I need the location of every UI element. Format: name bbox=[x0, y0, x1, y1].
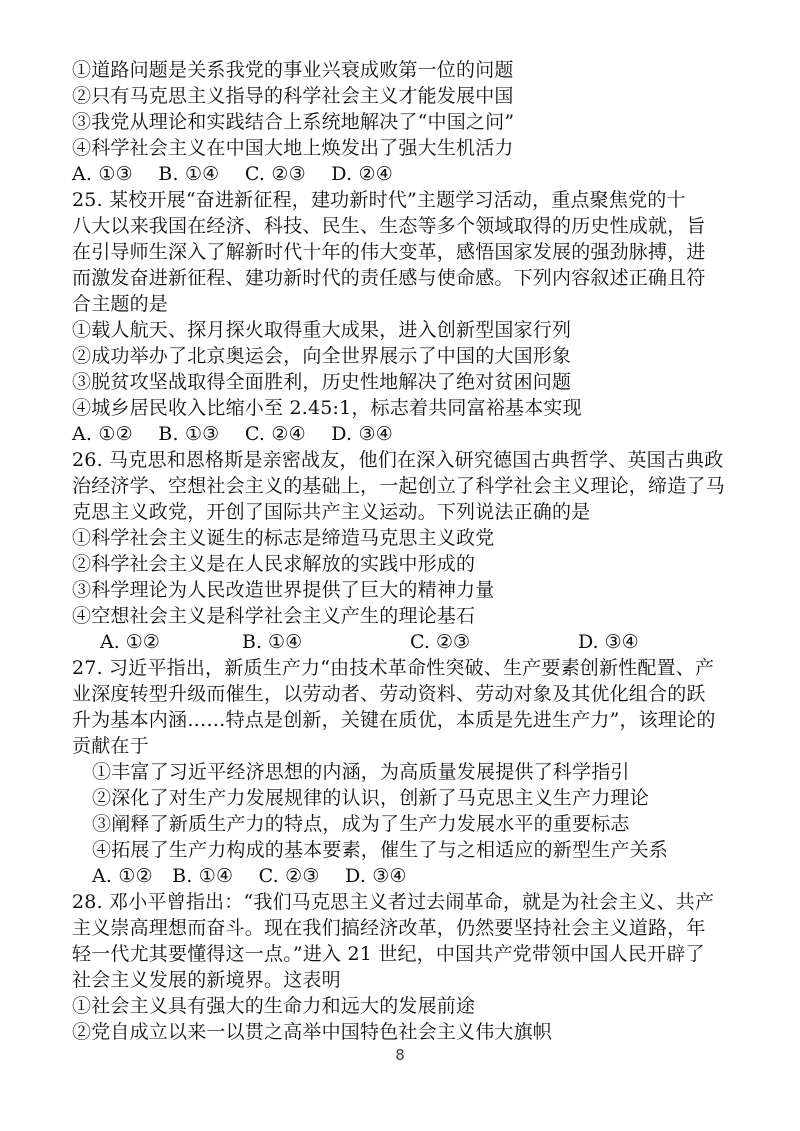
q27-option-2: ②深化了对生产力发展规律的认识，创新了马克思主义生产力理论 bbox=[92, 787, 649, 809]
q28-option-2: ②党自成立以来一以贯之高举中国特色社会主义伟大旗帜 bbox=[72, 1021, 553, 1043]
q24-answer-choices: A. ①③ B. ①④ C. ②③ D. ②④ bbox=[72, 163, 394, 185]
q24-option-4: ④科学社会主义在中国大地上焕发出了强大生机活力 bbox=[72, 137, 514, 159]
q25-stem-line-1: 25. 某校开展“奋进新征程，建功新时代”主题学习活动，重点聚焦党的十 bbox=[72, 189, 686, 211]
q24-option-3: ③我党从理论和实践结合上系统地解决了“中国之问” bbox=[72, 111, 515, 133]
q25-stem-line-4: 而激发奋进新征程、建功新时代的责任感与使命感。下列内容叙述正确且符 bbox=[72, 267, 706, 289]
q27-answer-choices: A. ①② B. ①④ C. ②③ D. ③④ bbox=[92, 865, 407, 887]
q27-option-1: ①丰富了习近平经济思想的内涵，为高质量发展提供了科学指引 bbox=[92, 761, 630, 783]
q26-option-3: ③科学理论为人民改造世界提供了巨大的精神力量 bbox=[72, 579, 495, 601]
q25-stem-line-3: 在引导师生深入了解新时代十年的伟大变革，感悟国家发展的强劲脉搏，进 bbox=[72, 241, 706, 263]
q28-stem-line-2: 主义崇高理想而奋斗。现在我们搞经济改革，仍然要坚持社会主义道路，年 bbox=[72, 917, 706, 939]
q25-option-4: ④城乡居民收入比缩小至 2.45:1，标志着共同富裕基本实现 bbox=[72, 397, 582, 419]
q27-stem-line-1: 27. 习近平指出，新质生产力“由技术革命性突破、生产要素创新性配置、产 bbox=[72, 657, 715, 679]
q25-stem-line-2: 八大以来我国在经济、科技、民生、生态等多个领域取得的历史性成就，旨 bbox=[72, 215, 706, 237]
q24-option-1: ①道路问题是关系我党的事业兴衰成败第一位的问题 bbox=[72, 59, 514, 81]
q25-option-3: ③脱贫攻坚战取得全面胜利，历史性地解决了绝对贫困问题 bbox=[72, 371, 572, 393]
q28-stem-line-1: 28. 邓小平曾指出：“我们马克思主义者过去闹革命，就是为社会主义、共产 bbox=[72, 891, 715, 913]
q27-option-3: ③阐释了新质生产力的特点，成为了生产力发展水平的重要标志 bbox=[92, 813, 630, 835]
q27-stem-line-2: 业深度转型升级而催生，以劳动者、劳动资料、劳动对象及其优化组合的跃 bbox=[72, 683, 706, 705]
q28-option-1: ①社会主义具有强大的生命力和远大的发展前途 bbox=[72, 995, 476, 1017]
q26-stem-line-2: 治经济学、空想社会主义的基础上，一起创立了科学社会主义理论，缔造了马 bbox=[72, 475, 725, 497]
q26-option-2: ②科学社会主义是在人民求解放的实践中形成的 bbox=[72, 553, 476, 575]
page-number: 8 bbox=[395, 1046, 405, 1064]
q27-stem-line-4: 贡献在于 bbox=[72, 735, 149, 757]
q24-option-2: ②只有马克思主义指导的科学社会主义才能发展中国 bbox=[72, 85, 514, 107]
q26-choice-d: D. ③④ bbox=[578, 631, 639, 653]
q26-choice-b: B. ①④ bbox=[242, 631, 303, 653]
q26-option-4: ④空想社会主义是科学社会主义产生的理论基石 bbox=[72, 605, 476, 627]
q26-stem-line-3: 克思主义政党，开创了国际共产主义运动。下列说法正确的是 bbox=[72, 501, 591, 523]
q26-choice-c: C. ②③ bbox=[410, 631, 471, 653]
q25-option-1: ①载人航天、探月探火取得重大成果，进入创新型国家行列 bbox=[72, 319, 572, 341]
q26-choice-a: A. ①② bbox=[100, 631, 160, 653]
q28-stem-line-3: 轻一代尤其要懂得这一点。”进入 21 世纪，中国共产党带领中国人民开辟了 bbox=[72, 943, 705, 965]
q25-option-2: ②成功举办了北京奥运会，向全世界展示了中国的大国形象 bbox=[72, 345, 572, 367]
q25-answer-choices: A. ①② B. ①③ C. ②④ D. ③④ bbox=[72, 423, 394, 445]
q28-stem-line-4: 社会主义发展的新境界。这表明 bbox=[72, 969, 341, 991]
q26-option-1: ①科学社会主义诞生的标志是缔造马克思主义政党 bbox=[72, 527, 495, 549]
q26-stem-line-1: 26. 马克思和恩格斯是亲密战友，他们在深入研究德国古典哲学、英国古典政 bbox=[72, 449, 724, 471]
q27-option-4: ④拓展了生产力构成的基本要素，催生了与之相适应的新型生产关系 bbox=[92, 839, 669, 861]
q25-stem-line-5: 合主题的是 bbox=[72, 293, 169, 315]
q27-stem-line-3: 升为基本内涵……特点是创新，关键在质优，本质是先进生产力”，该理论的 bbox=[72, 709, 716, 731]
